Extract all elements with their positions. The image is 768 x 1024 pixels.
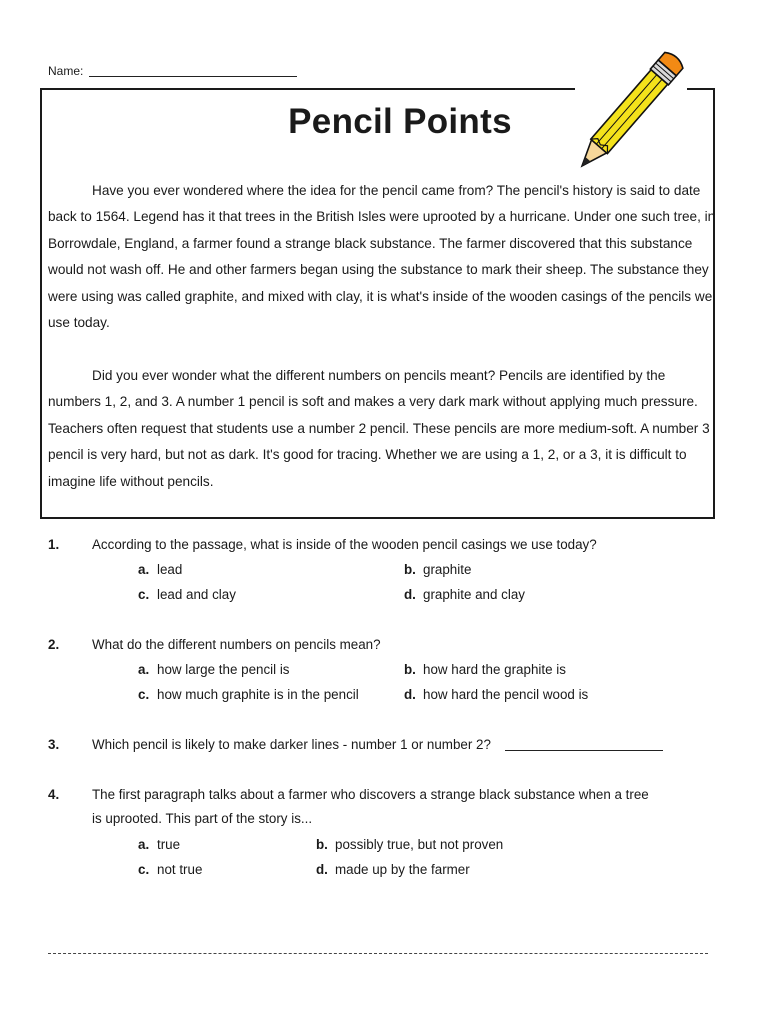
question-text-line-2: is uprooted. This part of the story is... <box>92 811 313 826</box>
option-b[interactable]: b. graphite <box>404 562 472 577</box>
option-c[interactable]: c. not true <box>138 862 203 877</box>
option-c[interactable]: c. lead and clay <box>138 587 236 602</box>
option-d[interactable]: d. made up by the farmer <box>316 862 470 877</box>
passage-paragraph-2: Did you ever wonder what the different numbers on pencils meant? Pencils are identified by the numbers 1, 2, and 3. A number 1 pencil is soft and makes a very dark mark without applying much pressure. Teachers often request that students use a number 2 pencil. These pencils are more medium-soft. A number 3 pencil is very hard, but not as dark. It's good for tracing. Whether we are using a 1, 2, or a 3, it is difficult to imagine life without pencils. <box>48 368 710 489</box>
name-label: Name: <box>48 64 84 78</box>
option-b[interactable]: b. possibly true, but not proven <box>316 837 504 852</box>
question-number: 1. <box>48 537 60 552</box>
option-d[interactable]: d. graphite and clay <box>404 587 525 602</box>
option-c[interactable]: c. how much graphite is in the pencil <box>138 687 359 702</box>
name-field[interactable] <box>48 64 297 78</box>
name-blank[interactable] <box>89 64 297 77</box>
option-a[interactable]: a. how large the pencil is <box>138 662 290 677</box>
answer-blank[interactable] <box>505 738 663 751</box>
passage-paragraph-1: Have you ever wondered where the idea for the pencil came from? The pencil's history is said to date back to 1564. Legend has it that trees in the British Isles were uprooted by a hurricane. Under one such tree, in Borrowdale, England, a farmer found a strange black substance. The farmer discovered that this substance would not wash off. He and other farmers began using the substance to mark their sheep. The substance they were using was called graphite, and mixed with clay, it is what's inside of the wooden casings of the pencils we use today. <box>48 183 716 331</box>
question-text: Which pencil is likely to make darker lines - number 1 or number 2? <box>92 737 491 752</box>
question-text-line-1: The first paragraph talks about a farmer who discovers a strange black substance when a tree <box>92 787 649 802</box>
option-d[interactable]: d. how hard the pencil wood is <box>404 687 589 702</box>
cut-line <box>48 953 708 954</box>
question-text: What do the different numbers on pencils mean? <box>92 637 381 652</box>
question-number: 2. <box>48 637 60 652</box>
option-a[interactable]: a. lead <box>138 562 183 577</box>
option-b[interactable]: b. how hard the graphite is <box>404 662 566 677</box>
question-text: According to the passage, what is inside of the wooden pencil casings we use today? <box>92 537 597 552</box>
question-number: 3. <box>48 737 60 752</box>
question-number: 4. <box>48 787 60 802</box>
page-title: Pencil Points <box>288 102 512 141</box>
option-a[interactable]: a. true <box>138 837 181 852</box>
